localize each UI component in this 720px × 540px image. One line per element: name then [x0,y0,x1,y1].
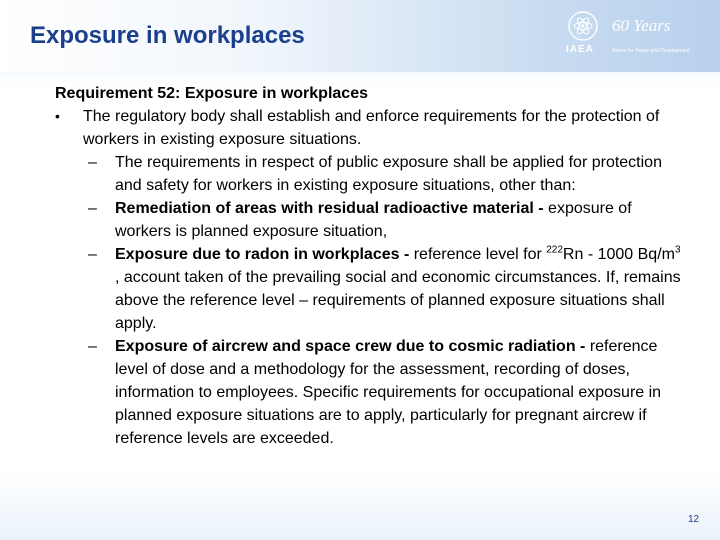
requirement-heading: Requirement 52: Exposure in workplaces [55,85,368,102]
sub-item-radon [55,243,685,335]
logo-org-text: IAEA [566,44,594,55]
bullet-text: The regulatory body shall establish and enforce requirements for the protection of workers in existing exposure situations. [83,108,660,148]
sub-item-text: The requirements in respect of public exposure shall be applied for protection and safety for workers in existing exposure situations, other than: [115,154,662,194]
atom-emblem-icon [566,10,600,42]
bullet-item [55,105,685,450]
bullet-mark: • [55,108,60,124]
iaea-60-years-logo [562,8,712,58]
sub-item-aircrew [55,335,685,450]
logo-tagline-text: Atoms for Peace and Development [612,48,690,54]
sub-item-text: reference level for [409,246,547,263]
dash-mark: – [88,246,97,263]
dash-mark: – [88,154,97,171]
slide-body [55,82,685,450]
sub-item-bold-lead: Exposure due to radon in workplaces - [115,246,410,263]
sub-item-bold-lead: Remediation of areas with residual radioactive material - [115,200,544,217]
sub-item-remediation [55,197,685,243]
sub-item-text: exposure of workers is planned exposure situation, [115,200,632,240]
sub-item-text: reference level of dose and a methodology for the assessment, recording of doses, information to employees. Specific requirements for occupational exposure in planned exposure situations are to apply, particularly for pregnant aircrew if reference levels are exceeded. [115,338,662,447]
dash-mark: – [88,338,97,355]
sub-item-public-exposure [55,151,685,197]
sub-item-bold-lead: Exposure of aircrew and space crew due to cosmic radiation - [115,338,586,355]
logo-anniversary-text: 60 Years [612,16,671,35]
sub-item-list [55,151,685,450]
page-number: 12 [688,514,700,525]
sub-item-text-continued: , account taken of the prevailing social and economic circumstances. If, remains above the reference level – requirements of planned exposure situations shall apply. [115,269,681,332]
radon-reference-value: Rn - 1000 Bq/m [562,246,675,263]
unit-exponent: 3 [674,244,681,256]
slide-title: Exposure in workplaces [30,22,305,49]
radon-mass-number: 222 [546,244,563,256]
dash-mark: – [88,200,97,217]
